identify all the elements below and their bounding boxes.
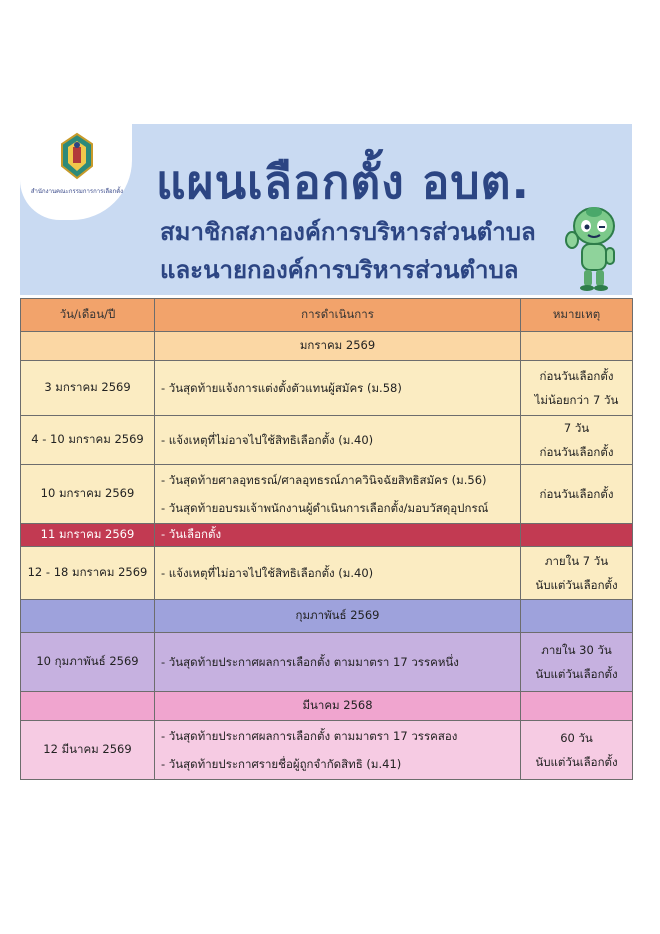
section-label-february: กุมภาพันธ์ 2569 [155, 600, 521, 633]
table-row [21, 465, 633, 524]
note-column-header: หมายเหตุ [521, 299, 633, 332]
page-title: แผนเลือกตั้ง อบต. [156, 155, 530, 209]
row-note [521, 721, 633, 780]
subtitle-line-2: และนายกองค์การบริหารส่วนตำบล [160, 256, 519, 284]
activity-item: - วันสุดท้ายประกาศผลการเลือกตั้ง ตามมาตรา 17 วรรคหนึ่ง [161, 655, 459, 669]
table-header-row [21, 299, 633, 332]
election-schedule-table [20, 298, 633, 780]
row-activity [155, 633, 521, 692]
table-row [21, 416, 633, 465]
section-label-january: มกราคม 2569 [155, 332, 521, 361]
row-note [521, 633, 633, 692]
row-date: 12 - 18 มกราคม 2569 [21, 547, 155, 600]
row-note [521, 416, 633, 465]
row-activity [155, 721, 521, 780]
activity-item: - วันสุดท้ายประกาศผลการเลือกตั้ง ตามมาตรา 17 วรรคสอง [161, 729, 458, 743]
ect-emblem-icon [58, 132, 96, 182]
note-line: ภายใน 7 วัน [544, 554, 609, 568]
row-date: 3 มกราคม 2569 [21, 361, 155, 416]
activity-item: - วันสุดท้ายแจ้งการแต่งตั้งตัวแทนผู้สมัคร (ม.58) [161, 381, 402, 395]
section-row-february [21, 600, 633, 633]
section-row-march [21, 692, 633, 721]
row-note [521, 547, 633, 600]
note-line: นับแต่วันเลือกตั้ง [535, 667, 618, 681]
note-line: นับแต่วันเลือกตั้ง [535, 755, 618, 769]
activity-item: - วันสุดท้ายศาลอุทธรณ์/ศาลอุทธรณ์ภาควินิจฉัยสิทธิสมัคร (ม.56) [161, 473, 487, 487]
logo-caption: สำนักงานคณะกรรมการการเลือกตั้ง [30, 188, 124, 195]
row-activity [155, 361, 521, 416]
section-row-january [21, 332, 633, 361]
note-line: ภายใน 30 วัน [541, 643, 612, 657]
note-line: ก่อนวันเลือกตั้ง [539, 487, 614, 501]
date-column-header: วัน/เดือน/ปี [21, 299, 155, 332]
note-line: ไม่น้อยกว่า 7 วัน [534, 393, 619, 407]
row-date: 10 มกราคม 2569 [21, 465, 155, 524]
row-date: 11 มกราคม 2569 [21, 524, 155, 547]
note-line: นับแต่วันเลือกตั้ง [535, 578, 618, 592]
row-activity [155, 416, 521, 465]
row-date: 4 - 10 มกราคม 2569 [21, 416, 155, 465]
election-day-row [21, 524, 633, 547]
table-row [21, 633, 633, 692]
activity-column-header: การดำเนินการ [155, 299, 521, 332]
section-label-march: มีนาคม 2568 [155, 692, 521, 721]
activity-item: - วันสุดท้ายประกาศรายชื่อผู้ถูกจำกัดสิทธิ (ม.41) [161, 757, 402, 771]
note-line: ก่อนวันเลือกตั้ง [539, 369, 614, 383]
row-activity [155, 547, 521, 600]
note-line: ก่อนวันเลือกตั้ง [539, 445, 614, 459]
note-line: 60 วัน [560, 731, 593, 745]
subtitle-line-1: สมาชิกสภาองค์การบริหารส่วนตำบล [160, 218, 536, 246]
ect-mascot-icon [562, 202, 626, 292]
row-note [521, 465, 633, 524]
activity-item: - แจ้งเหตุที่ไม่อาจไปใช้สิทธิเลือกตั้ง (ม.40) [161, 433, 374, 447]
row-note [521, 361, 633, 416]
table-row [21, 721, 633, 780]
table-row [21, 547, 633, 600]
row-date: 10 กุมภาพันธ์ 2569 [21, 633, 155, 692]
row-activity: - วันเลือกตั้ง [155, 524, 521, 547]
activity-item: - วันสุดท้ายอบรมเจ้าพนักงานผู้ดำเนินการเลือกตั้ง/มอบวัสดุอุปกรณ์ [161, 501, 489, 515]
table-row [21, 361, 633, 416]
row-activity [155, 465, 521, 524]
activity-item: - แจ้งเหตุที่ไม่อาจไปใช้สิทธิเลือกตั้ง (ม.40) [161, 566, 374, 580]
note-line: 7 วัน [563, 421, 590, 435]
row-date: 12 มีนาคม 2569 [21, 721, 155, 780]
